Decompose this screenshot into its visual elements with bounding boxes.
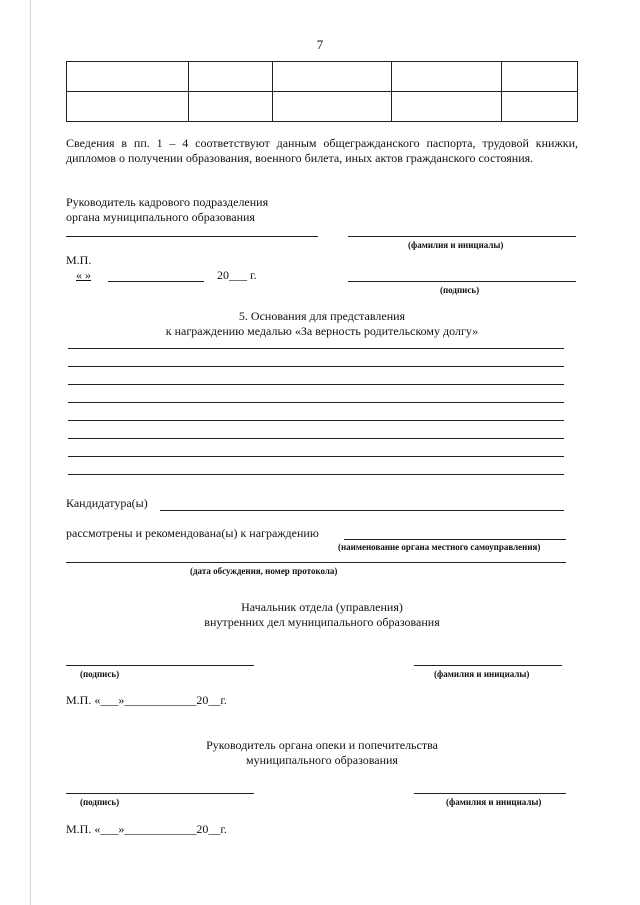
basis-line[interactable]	[68, 438, 564, 439]
basis-line[interactable]	[68, 366, 564, 367]
hr-year-label: 20___ г.	[217, 268, 257, 282]
guardianship-signature-line[interactable]	[66, 793, 254, 794]
discussion-caption: (дата обсуждения, номер протокола)	[190, 566, 338, 576]
guardianship-name-caption: (фамилия и инициалы)	[446, 797, 542, 807]
hr-name-caption: (фамилия и инициалы)	[408, 240, 504, 250]
body-caption: (наименование органа местного самоуправления)	[338, 542, 541, 552]
table-cell	[189, 92, 273, 122]
guardianship-head-title-line1: Руководитель органа опеки и попечительства	[206, 738, 438, 752]
reviewed-body-line[interactable]	[344, 539, 566, 540]
hr-signature-line-2[interactable]	[348, 281, 576, 282]
table-cell	[67, 92, 189, 122]
police-name-line[interactable]	[414, 665, 562, 666]
hr-date-quote[interactable]: « »	[76, 268, 91, 282]
table-cell	[392, 92, 502, 122]
discussion-line[interactable]	[66, 562, 566, 563]
guardianship-name-line[interactable]	[414, 793, 566, 794]
basis-line[interactable]	[68, 402, 564, 403]
table-cell	[502, 62, 578, 92]
police-signature-caption: (подпись)	[80, 669, 120, 679]
table-row	[67, 62, 578, 92]
candidature-label: Кандидатура(ы)	[66, 496, 148, 510]
table-cell	[273, 92, 392, 122]
hr-head-title-line2: органа муниципального образования	[66, 210, 255, 224]
hr-name-line[interactable]	[348, 236, 576, 237]
guardianship-head-title-line2: муниципального образования	[246, 753, 398, 767]
hr-signature-line[interactable]	[66, 236, 318, 237]
table-cell	[392, 62, 502, 92]
guardianship-date-line[interactable]: М.П. «___»____________20__г.	[66, 822, 227, 836]
police-name-caption: (фамилия и инициалы)	[434, 669, 530, 679]
page-edge	[30, 0, 31, 905]
basis-line[interactable]	[68, 348, 564, 349]
table-row	[67, 92, 578, 122]
police-signature-line[interactable]	[66, 665, 254, 666]
table-cell	[273, 62, 392, 92]
basis-line[interactable]	[68, 384, 564, 385]
hr-date-month-line[interactable]	[108, 281, 204, 282]
candidature-line[interactable]	[160, 510, 564, 511]
table-cell	[189, 62, 273, 92]
basis-line[interactable]	[68, 420, 564, 421]
reviewed-label: рассмотрены и рекомендована(ы) к награждению	[66, 526, 319, 540]
section5-title-line2: к награждению медалью «За верность родительскому долгу»	[165, 324, 479, 338]
police-date-line[interactable]: М.П. «___»____________20__г.	[66, 693, 227, 707]
guardianship-signature-caption: (подпись)	[80, 797, 120, 807]
section5-title-line1: 5. Основания для представления	[238, 309, 406, 323]
data-table	[66, 61, 578, 122]
intro-paragraph: Сведения в пп. 1 – 4 соответствуют данным общегражданского паспорта, трудовой книжки, дипломов о получении образования, военного билета, иных актов гражданского состояния.	[66, 136, 578, 165]
basis-line[interactable]	[68, 456, 564, 457]
hr-head-title-line1: Руководитель кадрового подразделения	[66, 195, 269, 209]
table-cell	[67, 62, 189, 92]
table-cell	[502, 92, 578, 122]
basis-line[interactable]	[68, 474, 564, 475]
police-head-title-line2: внутренних дел муниципального образования	[204, 615, 440, 629]
hr-mp-label: М.П.	[66, 253, 92, 267]
police-head-title-line1: Начальник отдела (управления)	[241, 600, 403, 614]
hr-signature-caption: (подпись)	[440, 285, 480, 295]
page-number: 7	[316, 37, 324, 52]
